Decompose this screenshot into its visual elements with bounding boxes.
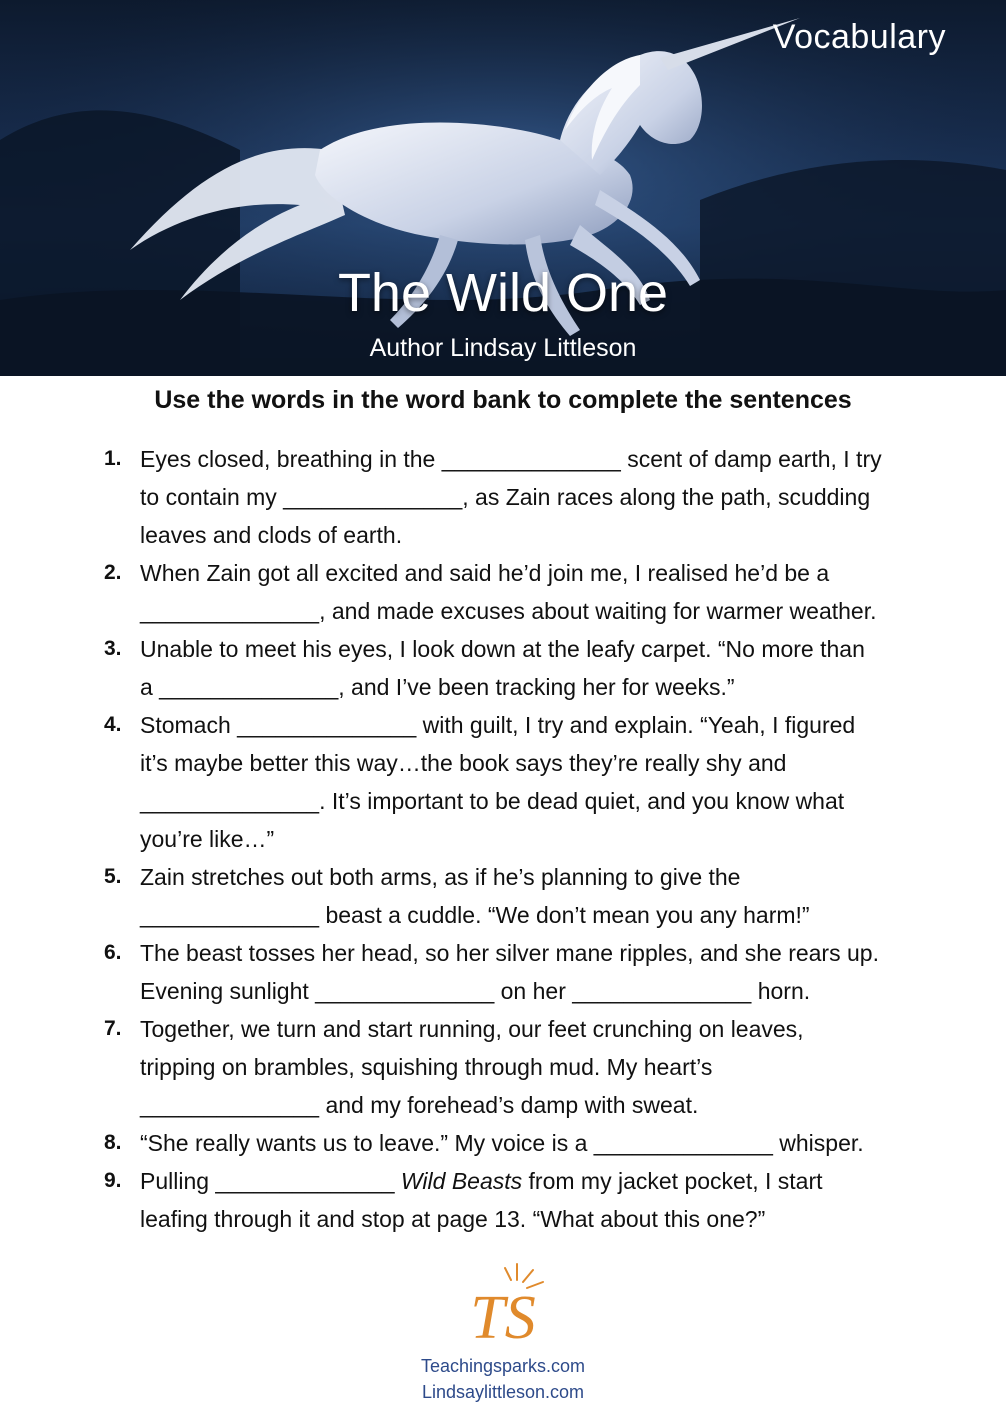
question-text [140, 554, 954, 630]
question-item [104, 554, 954, 630]
question-line: The beast tosses her head, so her silver mane ripples, and she rears up. [140, 940, 879, 966]
question-line: it’s maybe better this way…the book says they’re really shy and [140, 750, 787, 776]
question-list [104, 440, 954, 1238]
question-segment: Pulling ______________ [140, 1168, 401, 1194]
question-text [140, 1010, 954, 1124]
question-number: 1. [104, 447, 122, 470]
question-line: Stomach ______________ with guilt, I try and explain. “Yeah, I figured [140, 712, 856, 738]
question-number: 7. [104, 1017, 122, 1040]
question-item [104, 630, 954, 706]
question-item [104, 858, 954, 934]
question-text [140, 934, 954, 1010]
website-link-lindsaylittleson[interactable]: Lindsaylittleson.com [421, 1382, 585, 1402]
question-text [140, 706, 954, 858]
question-number: 9. [104, 1169, 122, 1192]
teaching-sparks-logo [453, 1258, 553, 1348]
question-number: 5. [104, 865, 122, 888]
question-text [140, 1124, 954, 1162]
story-author: Author Lindsay Littleson [369, 334, 637, 362]
book-title: Wild Beasts [400, 1168, 523, 1194]
question-line: Eyes closed, breathing in the ______________ scent of damp earth, I try [140, 446, 882, 472]
header-illustration [0, 0, 1006, 376]
question-line: Zain stretches out both arms, as if he’s planning to give the [140, 864, 741, 890]
question-number: 6. [104, 941, 122, 964]
question-item [104, 440, 954, 554]
question-line: you’re like…” [140, 826, 275, 852]
question-line: When Zain got all excited and said he’d join me, I realised he’d be a [140, 560, 830, 586]
question-line: “She really wants us to leave.” My voice is a ______________ whisper. [140, 1130, 864, 1156]
question-text [140, 630, 954, 706]
question-line: to contain my ______________, as Zain races along the path, scudding [140, 484, 871, 510]
question-item [104, 706, 954, 858]
question-line: Together, we turn and start running, our feet crunching on leaves, [140, 1016, 804, 1042]
question-item [104, 934, 954, 1010]
question-item [104, 1162, 954, 1238]
question-number: 8. [104, 1131, 122, 1154]
question-number: 2. [104, 561, 122, 584]
question-text [140, 1162, 954, 1238]
question-number: 3. [104, 637, 122, 660]
question-line: leaves and clods of earth. [140, 522, 403, 548]
question-text [140, 440, 954, 554]
question-line: a ______________, and I’ve been tracking her for weeks.” [140, 674, 735, 700]
question-line: ______________ and my forehead’s damp with sweat. [140, 1092, 699, 1118]
question-segment: from my jacket pocket, I start [522, 1168, 823, 1194]
question-line: ______________, and made excuses about waiting for warmer weather. [140, 598, 877, 624]
question-line: Unable to meet his eyes, I look down at the leafy carpet. “No more than [140, 636, 865, 662]
question-text [140, 858, 954, 934]
question-line [140, 1162, 954, 1200]
question-line: Evening sunlight ______________ on her ______________ horn. [140, 978, 811, 1004]
question-item [104, 1010, 954, 1124]
question-line: leafing through it and stop at page 13. “What about this one?” [140, 1206, 766, 1232]
website-link-teachingsparks[interactable]: Teachingsparks.com [420, 1356, 586, 1376]
instruction-heading: Use the words in the word bank to complete the sentences [154, 386, 852, 414]
question-number: 4. [104, 713, 122, 736]
question-item [104, 1124, 954, 1162]
category-label: Vocabulary [772, 18, 946, 56]
question-line: ______________. It’s important to be dead quiet, and you know what [140, 788, 845, 814]
question-line: tripping on brambles, squishing through mud. My heart’s [140, 1054, 713, 1080]
logo-lettering: TS [470, 1284, 536, 1348]
footer-logo-block [0, 1258, 1006, 1405]
story-title: The Wild One [337, 263, 669, 323]
question-line: ______________ beast a cuddle. “We don’t mean you any harm!” [140, 902, 810, 928]
